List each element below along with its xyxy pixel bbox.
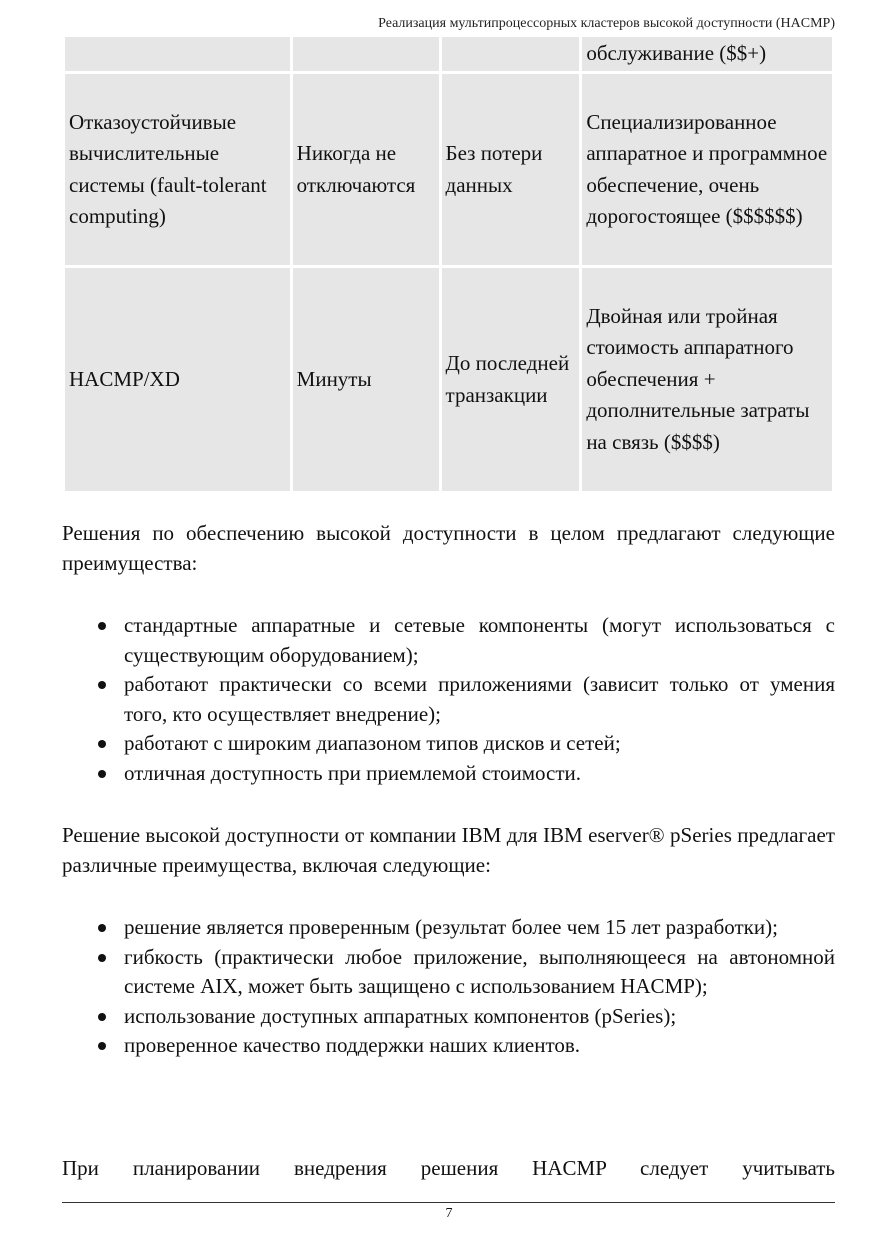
bullet-icon (98, 954, 106, 962)
list-item-text: стандартные аппаратные и сетевые компоненты (могут использоваться с существующим оборудованием); (124, 613, 835, 667)
bullet-icon (98, 1013, 106, 1021)
bullet-list-ibm (62, 913, 835, 1061)
list-item (62, 1031, 835, 1061)
running-header: Реализация мультипроцессорных кластеров высокой доступности (HACMP) (378, 16, 835, 31)
bullet-icon (98, 740, 106, 748)
table-cell: Двойная или тройная стоимость аппаратного обеспечения + дополнительные затраты на связь ($$$$) (582, 268, 832, 491)
table-cell: Специализированное аппаратное и программное обеспечение, очень дорогостоящее ($$$$$$) (582, 74, 832, 265)
table-row (65, 74, 832, 265)
table-cell: До последней транзакции (442, 268, 580, 491)
comparison-table (62, 34, 835, 494)
table-cell: Без потери данных (442, 74, 580, 265)
list-item-text: решение является проверенным (результат более чем 15 лет разработки); (124, 915, 778, 939)
table-cell (293, 37, 439, 71)
list-item-text: использование доступных аппаратных компонентов (pSeries); (124, 1003, 677, 1028)
bullet-list-general (62, 611, 835, 788)
list-item (62, 759, 835, 789)
table-cell: Минуты (293, 268, 439, 491)
page-number: 7 (445, 1206, 453, 1221)
table-cell (442, 37, 580, 71)
bullet-icon (98, 681, 106, 689)
list-item-text: отличная доступность при приемлемой стоимости. (124, 760, 582, 785)
bullet-icon (98, 1042, 106, 1050)
paragraph-ibm: Решение высокой доступности от компании IBM для IBM eserver® pSeries предлагает различные преимущества, включая следующие: (62, 823, 835, 877)
list-item-text: проверенное качество поддержки наших клиентов. (124, 1033, 581, 1057)
list-item (62, 611, 835, 670)
table-row (65, 37, 832, 71)
list-item-text: работают практически со всеми приложениями (зависит только от умения того, кто осуществляет внедрение); (124, 672, 835, 726)
list-item (62, 913, 835, 943)
list-item-text: гибкость (практически любое приложение, выполняющееся на автономной системе AIX, может быть защищено с использованием HACMP); (124, 944, 835, 998)
list-item-text: работают с широким диапазоном типов дисков и сетей; (124, 731, 621, 755)
table-row (65, 268, 832, 491)
footer-divider (62, 1202, 835, 1203)
paragraph-planning: При планировании внедрения решения HACMP следует учитывать (62, 1156, 835, 1180)
table-cell: HACMP/XD (65, 268, 290, 491)
table-cell: обслуживание ($$+) (582, 37, 832, 71)
table-cell: Отказоустойчивые вычислительные системы (fault-tolerant computing) (65, 74, 290, 265)
list-item (62, 943, 835, 1002)
table-cell: Никогда не отключаются (293, 74, 439, 265)
list-item (62, 729, 835, 759)
list-item (62, 1002, 835, 1032)
bullet-icon (98, 622, 106, 630)
bullet-icon (98, 770, 106, 778)
bullet-icon (98, 924, 106, 932)
list-item (62, 670, 835, 729)
paragraph-advantages: Решения по обеспечению высокой доступности в целом предлагают следующие преимущества: (62, 521, 835, 575)
table-cell (65, 37, 290, 71)
